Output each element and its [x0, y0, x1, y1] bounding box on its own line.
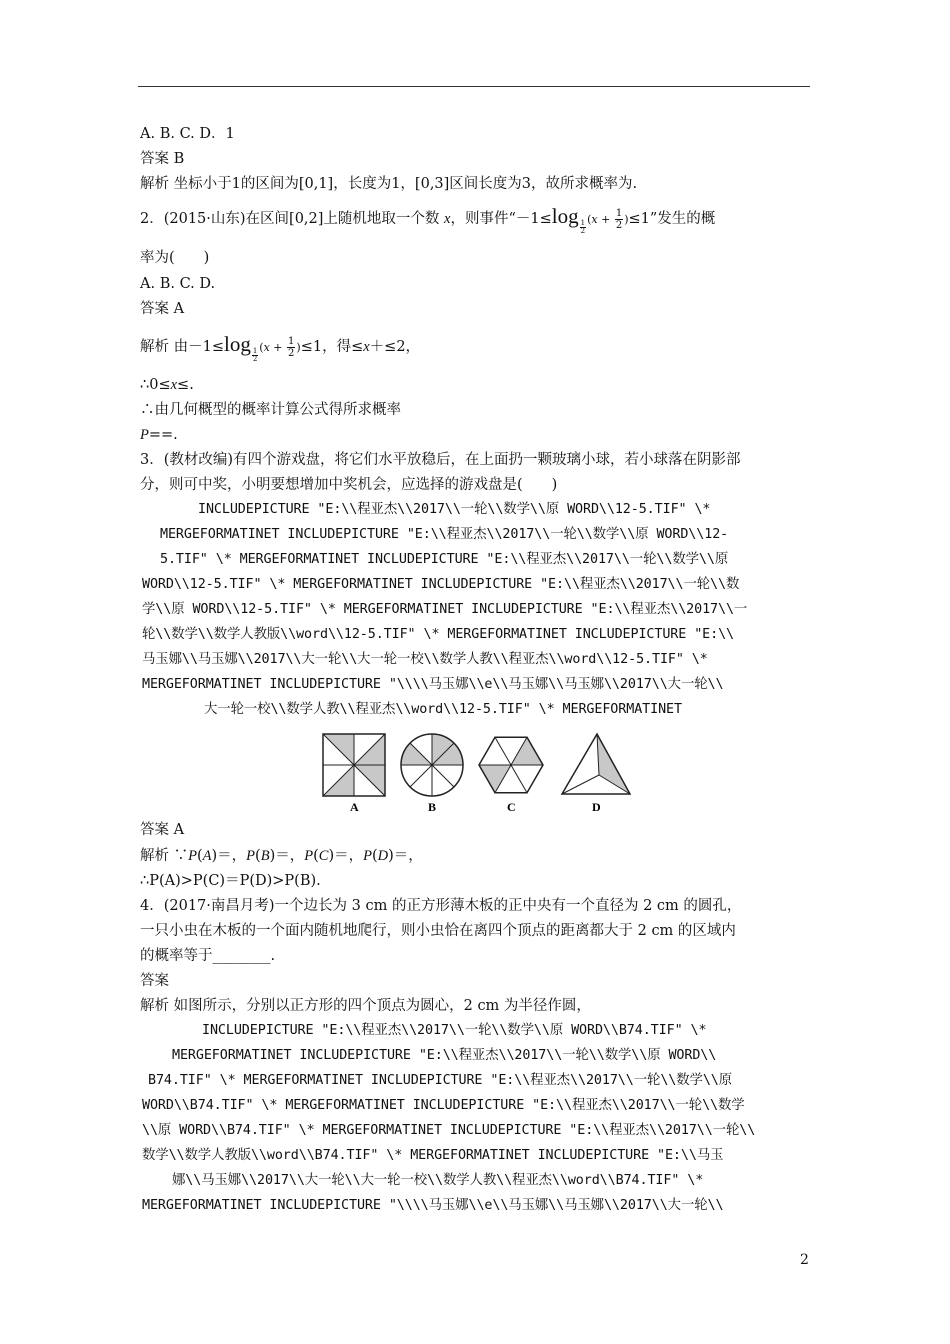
board-b	[401, 734, 463, 796]
q2-answer: 答案 A	[140, 301, 185, 317]
label-c: C	[507, 800, 516, 814]
q4-field-code-7: 娜\\马玉娜\\2017\\大一轮\\大一轮一校\\数学人教\\程亚杰\\word\\B74.TIF" \*	[172, 1173, 704, 1188]
q3-field-code-8: MERGEFORMATINET INCLUDEPICTURE "\\\\马玉娜\\e\\马玉娜\\马玉娜\\2017\\大一轮\\	[142, 677, 724, 692]
q3-conclusion: ∴P(A)>P(C)＝P(D)>P(B).	[140, 873, 321, 889]
q3-field-code-2: MERGEFORMATINET INCLUDEPICTURE "E:\\程亚杰\\2017\\一轮\\数学\\原 WORD\\12-	[160, 527, 729, 542]
q4-field-code-4: WORD\\B74.TIF" \* MERGEFORMATINET INCLUDEPICTURE "E:\\程亚杰\\2017\\一轮\\数学	[142, 1098, 745, 1113]
q1-analysis: 解析 坐标小于1的区间为[0,1]，长度为1，[0,3]区间长度为3，故所求概率为.	[140, 176, 638, 192]
board-c	[479, 737, 543, 792]
label-a: A	[350, 800, 359, 814]
q2-stem: 2．(2015·山东)在区间[0,2]上随机地取一个数 x，则事件“－1≤log $_{\frac{1}{2}}$ (x + $\frac{1}{2}$ )≤1”发生的概	[140, 204, 716, 235]
q3-analysis: 解析 ∵P(A)＝，P(B)＝，P(C)＝，P(D)＝，	[140, 848, 423, 864]
q4-answer: 答案	[140, 973, 169, 989]
q2-line4: ∴由几何概型的概率计算公式得所求概率	[140, 402, 401, 418]
q3-stem-2: 分，则可中奖，小明要想增加中奖机会，应选择的游戏盘是( )	[140, 477, 558, 493]
q4-field-code-6: 数学\\数学人教版\\word\\B74.TIF" \* MERGEFORMATINET INCLUDEPICTURE "E:\\马玉	[142, 1148, 724, 1163]
q4-field-code-2: MERGEFORMATINET INCLUDEPICTURE "E:\\程亚杰\\2017\\一轮\\数学\\原 WORD\\	[172, 1048, 717, 1063]
q1-answer: 答案 B	[140, 151, 185, 167]
log-symbol: log	[551, 204, 579, 228]
label-d: D	[592, 800, 601, 814]
header-rule	[138, 86, 810, 87]
q4-field-code-1: INCLUDEPICTURE "E:\\程亚杰\\2017\\一轮\\数学\\原 WORD\\B74.TIF" \*	[202, 1023, 707, 1038]
q4-field-code-5: \\原 WORD\\B74.TIF" \* MERGEFORMATINET INCLUDEPICTURE "E:\\程亚杰\\2017\\一轮\\	[142, 1123, 756, 1138]
q4-stem-1: 4．(2017·南昌月考)一个边长为 3 cm 的正方形薄木板的正中央有一个直径为 2 cm 的圆孔，	[140, 898, 742, 914]
q3-stem-1: 3．(教材改编)有四个游戏盘，将它们水平放稳后，在上面扔一颗玻璃小球，若小球落在阴影部	[140, 452, 741, 468]
board-d	[562, 734, 630, 794]
q3-answer: 答案 A	[140, 822, 185, 838]
q2-line5: P==.	[140, 427, 178, 443]
q2-analysis: 解析 由－1≤log $_{\frac{1}{2}}$ (x + $\frac{1}{2}$ )≤1，得≤x＋≤2，	[140, 332, 421, 363]
q4-field-code-8: MERGEFORMATINET INCLUDEPICTURE "\\\\马玉娜\\e\\马玉娜\\马玉娜\\2017\\大一轮\\	[142, 1198, 724, 1213]
q3-field-code-6: 轮\\数学\\数学人教版\\word\\12-5.TIF" \* MERGEFORMATINET INCLUDEPICTURE "E:\\	[142, 627, 734, 642]
q4-stem-2: 一只小虫在木板的一个面内随机地爬行，则小虫恰在离四个顶点的距离都大于 2 cm 的区域内	[140, 923, 736, 939]
q2-options: A. B. C. D.	[140, 276, 216, 292]
label-b: B	[428, 800, 437, 814]
q3-field-code-3: 5.TIF" \* MERGEFORMATINET INCLUDEPICTURE "E:\\程亚杰\\2017\\一轮\\数学\\原	[160, 552, 729, 567]
q3-field-code-7: 马玉娜\\马玉娜\\2017\\大一轮\\大一轮一校\\数学人教\\程亚杰\\word\\12-5.TIF" \*	[142, 652, 708, 667]
q3-field-code-9: 大一轮一校\\数学人教\\程亚杰\\word\\12-5.TIF" \* MERGEFORMATINET	[204, 702, 682, 717]
q4-analysis: 解析 如图所示，分别以正方形的四个顶点为圆心，2 cm 为半径作圆，	[140, 998, 591, 1014]
q3-field-code-1: INCLUDEPICTURE "E:\\程亚杰\\2017\\一轮\\数学\\原 WORD\\12-5.TIF" \*	[198, 502, 711, 517]
game-board-figure	[315, 725, 635, 820]
q1-options: A. B. C. D．1	[140, 126, 235, 142]
q2-line3: ∴0≤x≤.	[140, 377, 194, 393]
q2-stem-cont: 率为( )	[140, 250, 210, 266]
board-a	[323, 734, 385, 796]
q3-field-code-5: 学\\原 WORD\\12-5.TIF" \* MERGEFORMATINET INCLUDEPICTURE "E:\\程亚杰\\2017\\一	[142, 602, 748, 617]
q4-field-code-3: B74.TIF" \* MERGEFORMATINET INCLUDEPICTURE "E:\\程亚杰\\2017\\一轮\\数学\\原	[148, 1073, 733, 1088]
q4-stem-3: 的概率等于________.	[140, 948, 276, 964]
q3-field-code-4: WORD\\12-5.TIF" \* MERGEFORMATINET INCLUDEPICTURE "E:\\程亚杰\\2017\\一轮\\数	[142, 577, 740, 592]
page-number: 2	[800, 1252, 809, 1268]
